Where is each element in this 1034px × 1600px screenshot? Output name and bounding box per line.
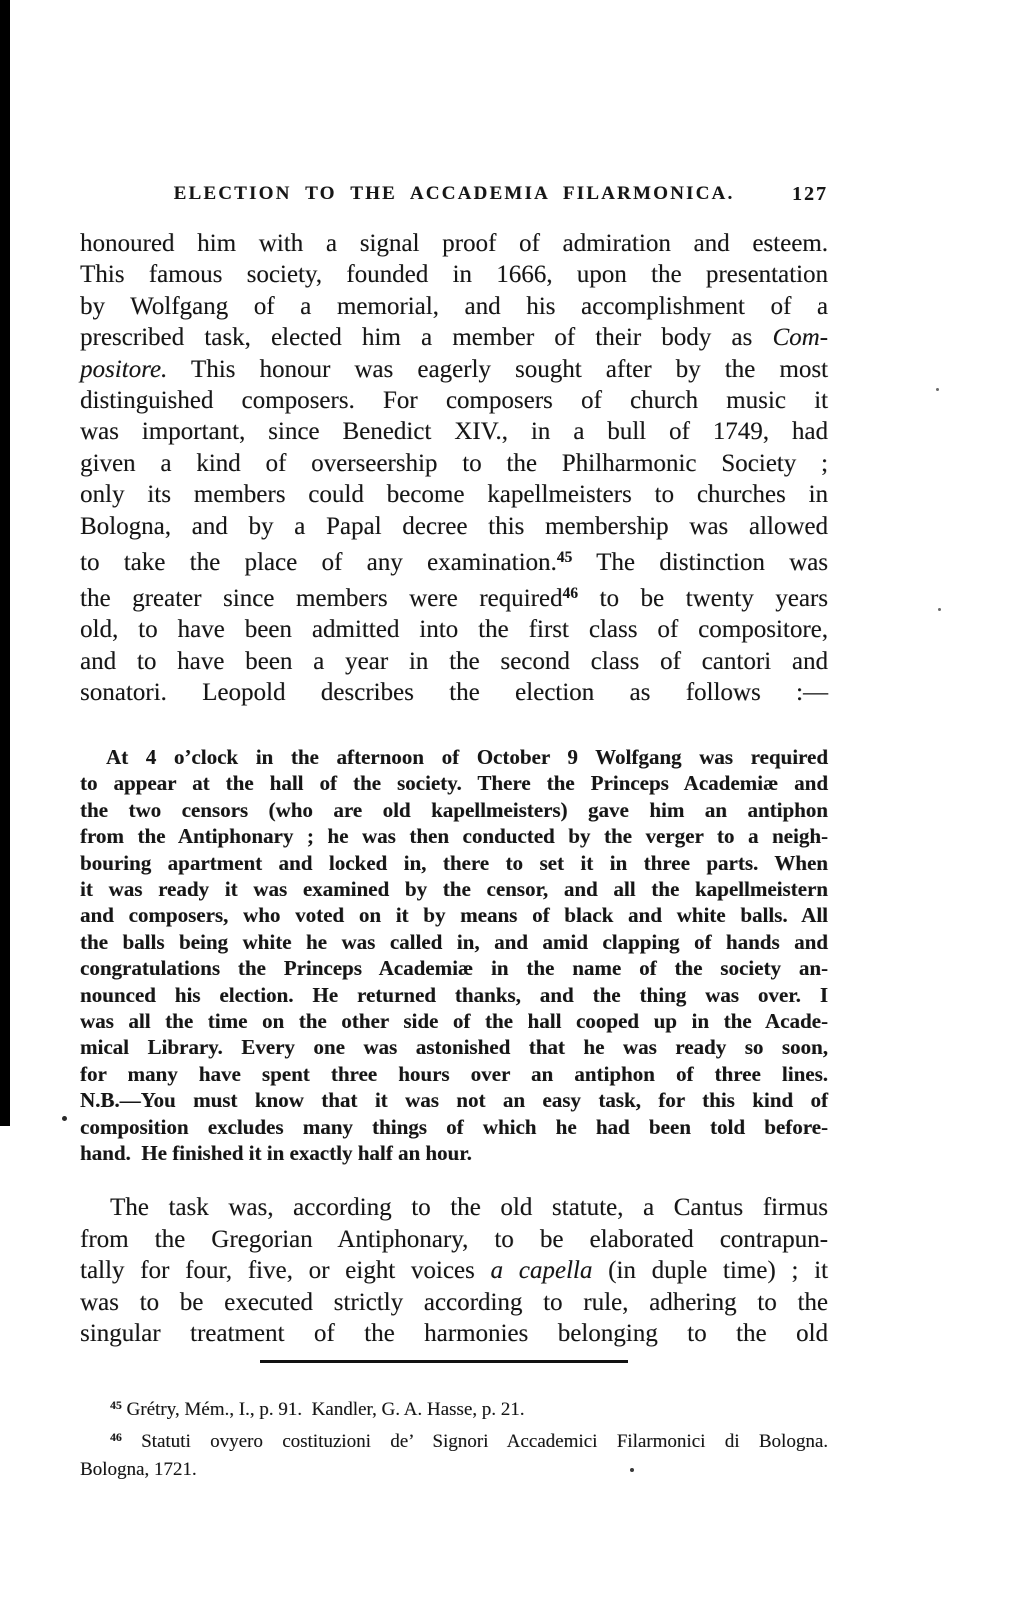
text-segment: composition excludes many things of which he had been told before- <box>80 1114 828 1139</box>
text-line <box>80 770 828 796</box>
text-segment: This famous society, founded in 1666, upon the presentation <box>80 261 828 289</box>
footnote-rule <box>260 1360 628 1363</box>
text-line <box>80 1114 828 1140</box>
text-line <box>80 416 828 447</box>
text-line <box>80 823 828 849</box>
closing-paragraph <box>80 1192 828 1350</box>
text-segment: Com- <box>772 324 828 352</box>
text-line <box>80 955 828 981</box>
text-segment: (in duple time) ; it <box>592 1257 829 1284</box>
text-line <box>80 542 828 578</box>
text-line <box>80 1318 828 1350</box>
text-segment: bouring apartment and locked in, there to set it in three parts. When <box>80 850 828 875</box>
text-segment: the greater since members were required <box>80 584 563 612</box>
text-line <box>80 614 828 645</box>
text-segment: from the Antiphonary ; he was then conducted by the verger to a neigh- <box>80 824 828 849</box>
text-line <box>80 1087 828 1113</box>
text-line <box>80 228 828 259</box>
text-segment: Bologna, 1721. <box>80 1458 197 1480</box>
text-segment: The task was, according to the old statute, a Cantus firmus <box>110 1194 828 1221</box>
page-number: 127 <box>792 183 828 205</box>
text-line <box>80 1224 828 1256</box>
text-line <box>80 1424 828 1456</box>
text-segment: the balls being white he was called in, and amid clapping of hands and <box>80 929 828 954</box>
text-segment: from the Gregorian Antiphonary, to be elaborated contrapun- <box>80 1225 828 1253</box>
scan-speck <box>936 388 939 391</box>
margin-dot <box>62 1116 67 1121</box>
text-segment: was all the time on the other side of the hall cooped up in the Acade- <box>80 1009 828 1034</box>
text-segment: mical Library. Every one was astonished that he was ready so soon, <box>80 1035 828 1060</box>
text-segment: distinguished composers. For composers of church music it <box>80 387 828 415</box>
text-segment: old, to have been admitted into the first class of compositore, <box>80 616 828 644</box>
text-segment: a capella <box>490 1257 593 1284</box>
text-segment: The distinction was <box>572 548 828 576</box>
text-line <box>80 1008 828 1034</box>
text-line <box>80 479 828 510</box>
text-line <box>80 850 828 876</box>
text-segment: by Wolfgang of a memorial, and his accomplishment of a <box>80 292 828 320</box>
main-paragraph <box>80 228 828 709</box>
text-line <box>80 876 828 902</box>
text-line <box>80 677 828 708</box>
text-segment: and composers, who voted on it by means of black and white balls. All <box>80 903 828 928</box>
text-column <box>80 0 828 1600</box>
text-segment: only its members could become kapellmeisters to churches in <box>80 481 828 509</box>
text-segment: This honour was eagerly sought after by the most <box>167 355 828 383</box>
text-line <box>80 646 828 677</box>
text-segment: honoured him with a signal proof of admiration and esteem. <box>80 230 828 257</box>
footnote-marker: 46 <box>562 585 578 603</box>
text-line <box>80 1034 828 1060</box>
text-segment: congratulations the Princeps Academiæ in the name of the society an- <box>80 956 828 981</box>
text-segment: tally for four, five, or eight voices <box>80 1257 491 1284</box>
block-quote-leopold-letter <box>80 744 828 1167</box>
text-segment: Statuti ovyero costituzioni de’ Signori Accademici Filarmonici di Bologna. <box>121 1430 828 1452</box>
text-segment: prescribed task, elected him a member of their body as <box>80 324 773 352</box>
text-line <box>80 1456 828 1484</box>
scan-gutter-bar <box>0 0 10 1126</box>
text-line <box>80 291 828 322</box>
text-segment: given a kind of overseership to the Philharmonic Society ; <box>80 449 828 477</box>
text-line <box>80 1255 828 1287</box>
text-segment: to take the place of any examination. <box>80 548 557 576</box>
text-line <box>80 902 828 928</box>
text-segment: the two censors (who are old kapellmeisters) gave him an antiphon <box>80 797 828 822</box>
footnote-marker: 46 <box>110 1430 122 1444</box>
text-line <box>80 929 828 955</box>
text-line <box>80 511 828 542</box>
text-line <box>80 385 828 416</box>
text-segment: hand. He finished it in exactly half an hour. <box>80 1141 472 1166</box>
text-segment: to appear at the hall of the society. There the Princeps Academiæ and <box>80 771 828 796</box>
text-line <box>80 982 828 1008</box>
text-line <box>80 1192 828 1224</box>
text-segment: positore. <box>80 355 168 383</box>
text-line <box>80 1392 828 1424</box>
text-line <box>80 1287 828 1319</box>
text-line <box>80 354 828 385</box>
text-line <box>80 797 828 823</box>
footnote-marker: 45 <box>556 549 573 567</box>
text-segment: was to be executed strictly according to rule, adhering to the <box>80 1288 828 1316</box>
footnotes-block <box>80 1392 828 1484</box>
running-header: ELECTION TO THE ACCADEMIA FILARMONICA. <box>173 183 735 204</box>
text-segment: and to have been a year in the second class of cantori and <box>80 647 828 675</box>
text-segment: N.B.—You must know that it was not an easy task, for this kind of <box>80 1088 828 1113</box>
text-segment: to be twenty years <box>578 584 828 612</box>
scan-speck <box>938 608 941 611</box>
text-segment: At 4 o’clock in the afternoon of October 9 Wolfgang was required <box>106 745 828 769</box>
text-segment: Bologna, and by a Papal decree this membership was allowed <box>80 512 828 540</box>
text-segment: sonatori. Leopold describes the election as follows :— <box>80 679 828 707</box>
footnote-marker: 45 <box>110 1399 122 1412</box>
text-line <box>80 744 828 770</box>
text-line <box>80 322 828 353</box>
text-segment: singular treatment of the harmonies belonging to the old <box>80 1320 828 1347</box>
text-line <box>80 1140 828 1166</box>
text-segment: for many have spent three hours over an antiphon of three lines. <box>80 1061 828 1086</box>
text-line <box>80 578 828 614</box>
text-line <box>80 448 828 479</box>
text-segment: was important, since Benedict XIV., in a bull of 1749, had <box>80 418 828 446</box>
text-line <box>80 1061 828 1087</box>
text-segment: Grétry, Mém., I., p. 91. Kandler, G. A. Hasse, p. 21. <box>121 1398 525 1420</box>
text-line <box>80 259 828 290</box>
text-segment: it was ready it was examined by the censor, and all the kapellmeistern <box>80 877 828 902</box>
text-segment: nounced his election. He returned thanks, and the thing was over. I <box>80 982 828 1007</box>
